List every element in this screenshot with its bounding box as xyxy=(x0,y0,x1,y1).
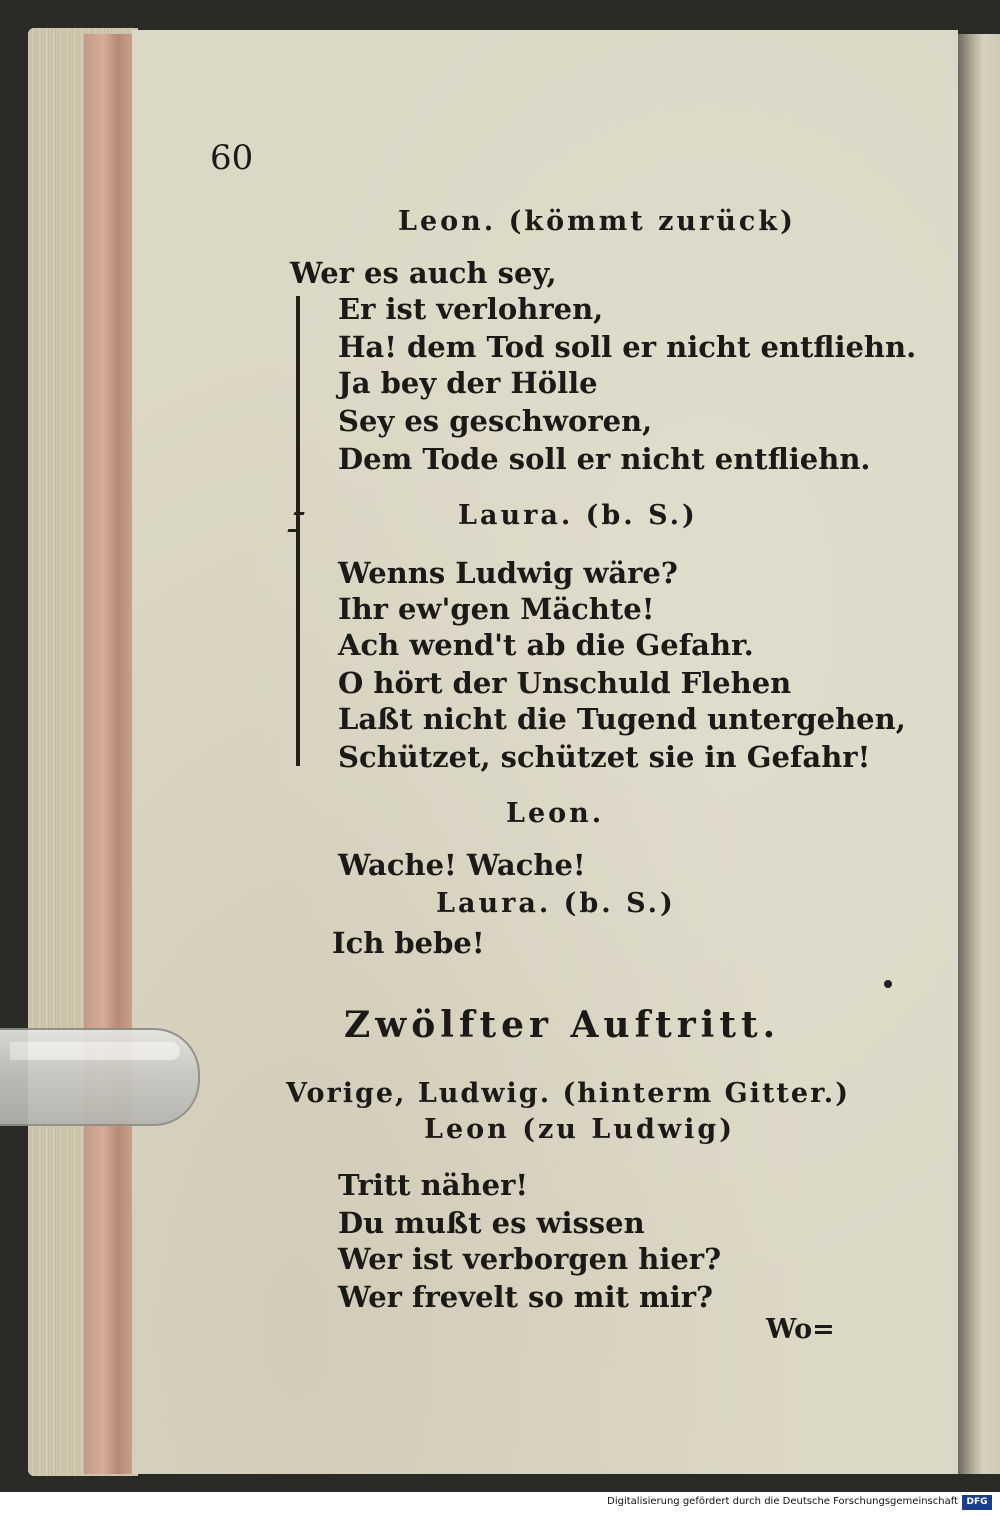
speaker-laura: Laura. (b. S.) xyxy=(436,888,676,919)
verse-line: Wer es auch sey, xyxy=(290,256,557,290)
speaker-leon: Leon. xyxy=(506,798,605,829)
verse-brace xyxy=(296,296,314,766)
verse-line: Ha! dem Tod soll er nicht entfliehn. xyxy=(338,330,917,364)
page-clip xyxy=(0,1028,200,1126)
footer-credit: Digitalisierung gefördert durch die Deutsche Forschungsgemeinschaft xyxy=(607,1496,958,1507)
verse-line: Ich bebe! xyxy=(332,926,485,960)
verse-line: Ja bey der Hölle xyxy=(338,366,598,400)
verse-line: Wache! Wache! xyxy=(338,848,586,882)
verse-line: Wenns Ludwig wäre? xyxy=(338,556,678,590)
verse-line: Schützet, schützet sie in Gefahr! xyxy=(338,740,871,774)
catchword: Wo= xyxy=(766,1314,835,1345)
stage-direction: Vorige, Ludwig. (hinterm Gitter.) xyxy=(286,1078,850,1109)
footer-bar xyxy=(0,1492,1000,1516)
verse-line: O hört der Unschuld Flehen xyxy=(338,666,792,700)
speaker-leon: Leon. (kömmt zurück) xyxy=(398,206,796,237)
scene-heading: Zwölfter Auftritt. xyxy=(344,1004,781,1046)
verse-line: Laßt nicht die Tugend untergehen, xyxy=(338,702,906,736)
verse-line: Wer frevelt so mit mir? xyxy=(338,1280,713,1314)
verse-line: Du mußt es wissen xyxy=(338,1206,645,1240)
verse-line: Wer ist verborgen hier? xyxy=(338,1242,722,1276)
ink-speck xyxy=(884,980,892,988)
red-page-edges xyxy=(84,34,132,1474)
verse-line: Dem Tode soll er nicht entfliehn. xyxy=(338,442,871,476)
verse-line: Ihr ew'gen Mächte! xyxy=(338,592,655,626)
dfg-logo: DFG xyxy=(962,1495,992,1510)
facing-page-edge xyxy=(958,34,1000,1474)
speaker-laura: Laura. (b. S.) xyxy=(458,500,698,531)
page-number: 60 xyxy=(210,138,254,178)
verse-line: Sey es geschworen, xyxy=(338,404,653,438)
verse-line: Ach wend't ab die Gefahr. xyxy=(338,628,754,662)
verse-line: Tritt näher! xyxy=(338,1168,529,1202)
verse-line: Er ist verlohren, xyxy=(338,292,604,326)
speaker-leon: Leon (zu Ludwig) xyxy=(424,1114,735,1145)
